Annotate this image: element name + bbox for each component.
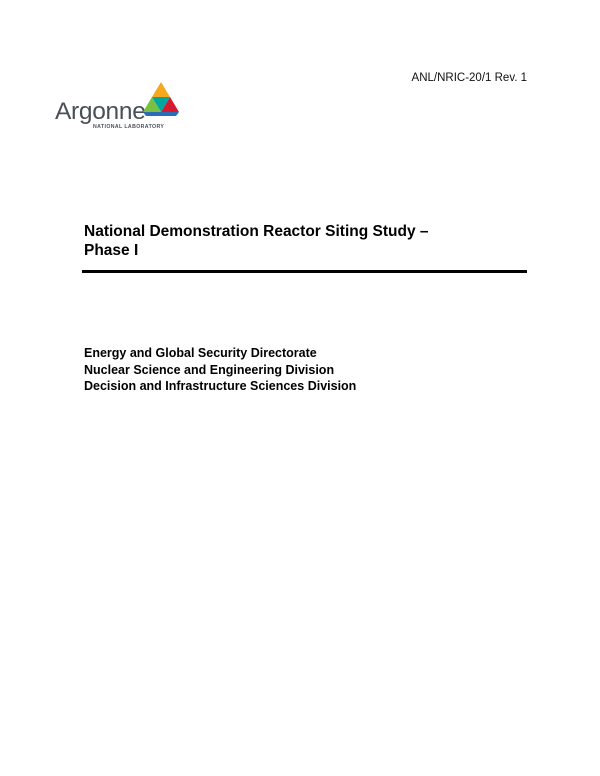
division-item: Nuclear Science and Engineering Division [84,362,335,377]
title-divider [82,270,527,273]
title-line-2: Phase I [84,242,139,259]
division-item: Energy and Global Security Directorate [84,346,317,360]
title-line-1: National Demonstration Reactor Siting Study – [84,223,429,240]
report-number: ANL/NRIC-20/1 Rev. 1 [411,72,527,84]
argonne-logo [55,80,185,136]
logo-subtitle: NATIONAL LABORATORY [93,124,165,130]
logo-wordmark: Argonne [55,98,146,125]
argonne-triangle-icon [143,82,179,116]
document-title [84,222,524,260]
division-list [84,345,524,395]
division-item: Decision and Infrastructure Sciences Division [84,379,357,393]
